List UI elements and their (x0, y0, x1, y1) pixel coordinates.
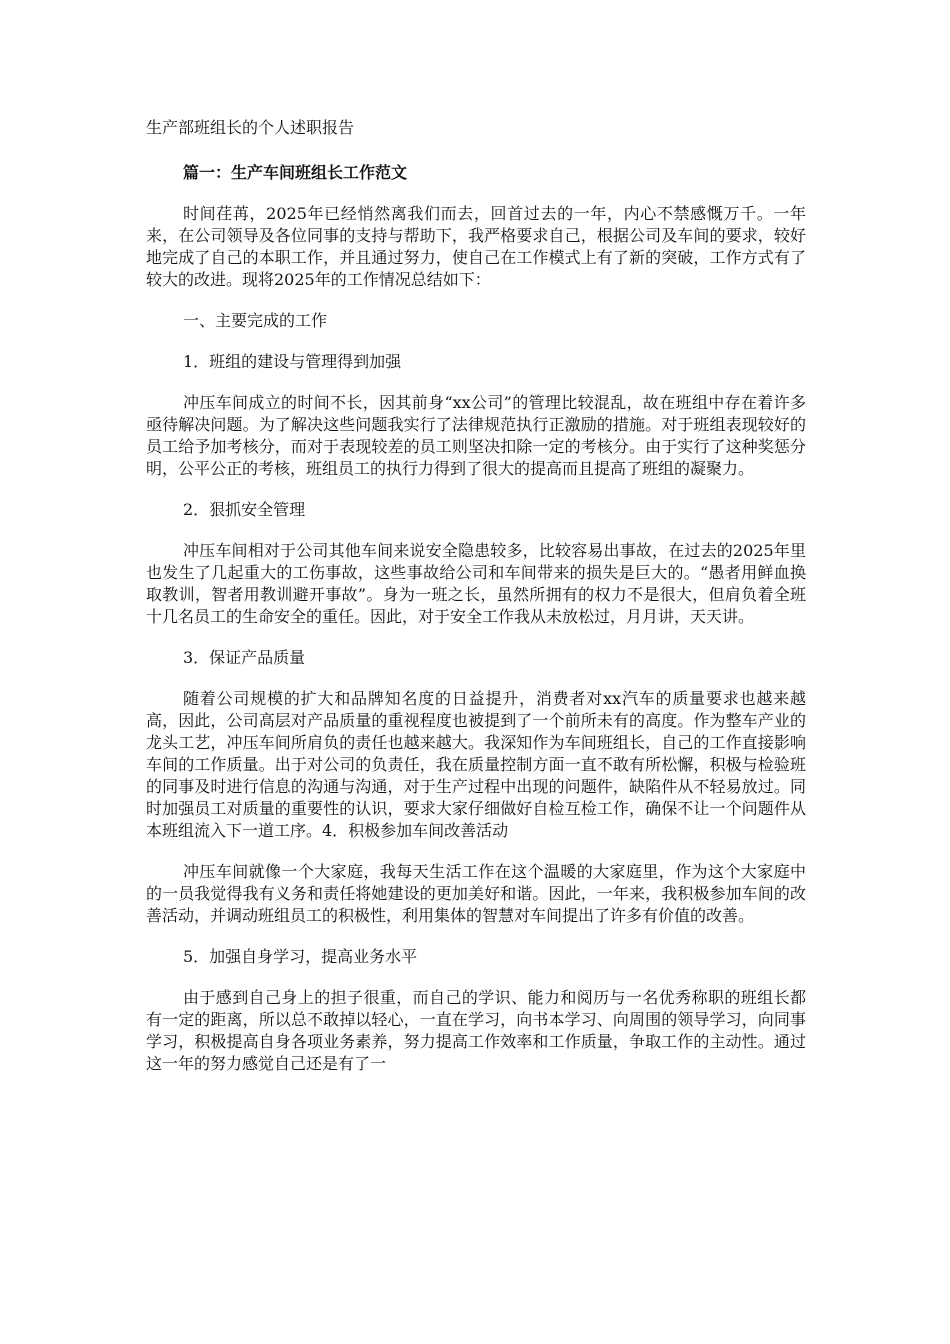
item-heading-2: 2．狠抓安全管理 (183, 500, 306, 519)
main-heading: 一、主要完成的工作 (183, 311, 328, 330)
item-heading-5: 5．加强自身学习，提高业务水平 (183, 947, 418, 966)
item-heading-3: 3．保证产品质量 (183, 648, 306, 667)
item-paragraph-2: 冲压车间相对于公司其他车间来说安全隐患较多，比较容易出事故，在过去的2025年里也发生了几起重大的工伤事故，这些事故给公司和车间带来的损失是巨大的。“愚者用鲜血换取教训，智者用教训避开事故”。身为一班之长，虽然所拥有的权力不是很大，但肩负着全班十几名员工的生命安全的重任。因此，对于安全工作我从未放松过，月月讲，天天讲。 (146, 541, 806, 626)
item-paragraph-1: 冲压车间成立的时间不长，因其前身“xx公司”的管理比较混乱，故在班组中存在着许多亟待解决问题。为了解决这些问题我实行了法律规范执行正激励的措施。对于班组表现较好的员工给予加考核分，而对于表现较差的员工则坚决扣除一定的考核分。由于实行了这种奖惩分明，公平公正的考核，班组员工的执行力得到了很大的提高而且提高了班组的凝聚力。 (146, 393, 806, 478)
item-paragraph-3: 随着公司规模的扩大和品牌知名度的日益提升，消费者对xx汽车的质量要求也越来越高，因此，公司高层对产品质量的重视程度也被提到了一个前所未有的高度。作为整车产业的龙头工艺，冲压车间所肩负的责任也越来越大。我深知作为车间班组长，自己的工作直接影响车间的工作质量。出于对公司的负责任，我在质量控制方面一直不敢有所松懈，积极与检验班的同事及时进行信息的沟通与沟通，对于生产过程中出现的问题件，缺陷件从不轻易放过。同时加强员工对质量的重要性的认识，要求大家仔细做好自检互检工作，确保不让一个问题件从本班组流入下一道工序。4．积极参加车间改善活动 (146, 689, 806, 840)
section-heading: 篇一：生产车间班组长工作范文 (183, 163, 408, 182)
document-title: 生产部班组长的个人述职报告 (146, 118, 355, 137)
item-paragraph-5: 由于感到自己身上的担子很重，而自己的学识、能力和阅历与一名优秀称职的班组长都有一定的距离，所以总不敢掉以轻心，一直在学习，向书本学习、向周围的领导学习，向同事学习，积极提高自身各项业务素养，努力提高工作效率和工作质量，争取工作的主动性。通过这一年的努力感觉自己还是有了一 (146, 988, 806, 1073)
document-body (146, 203, 806, 1094)
item-heading-1: 1．班组的建设与管理得到加强 (183, 352, 402, 371)
item-paragraph-4: 冲压车间就像一个大家庭，我每天生活工作在这个温暖的大家庭里，作为这个大家庭中的一员我觉得我有义务和责任将她建设的更加美好和谐。因此，一年来，我积极参加车间的改善活动，并调动班组员工的积极性，利用集体的智慧对车间提出了许多有价值的改善。 (146, 862, 806, 925)
intro-paragraph: 时间荏苒，2025年已经悄然离我们而去，回首过去的一年，内心不禁感慨万千。一年来，在公司领导及各位同事的支持与帮助下，我严格要求自己，根据公司及车间的要求，较好地完成了自己的本职工作，并且通过努力，使自己在工作模式上有了新的突破，工作方式有了较大的改进。现将2025年的工作情况总结如下： (146, 204, 806, 289)
